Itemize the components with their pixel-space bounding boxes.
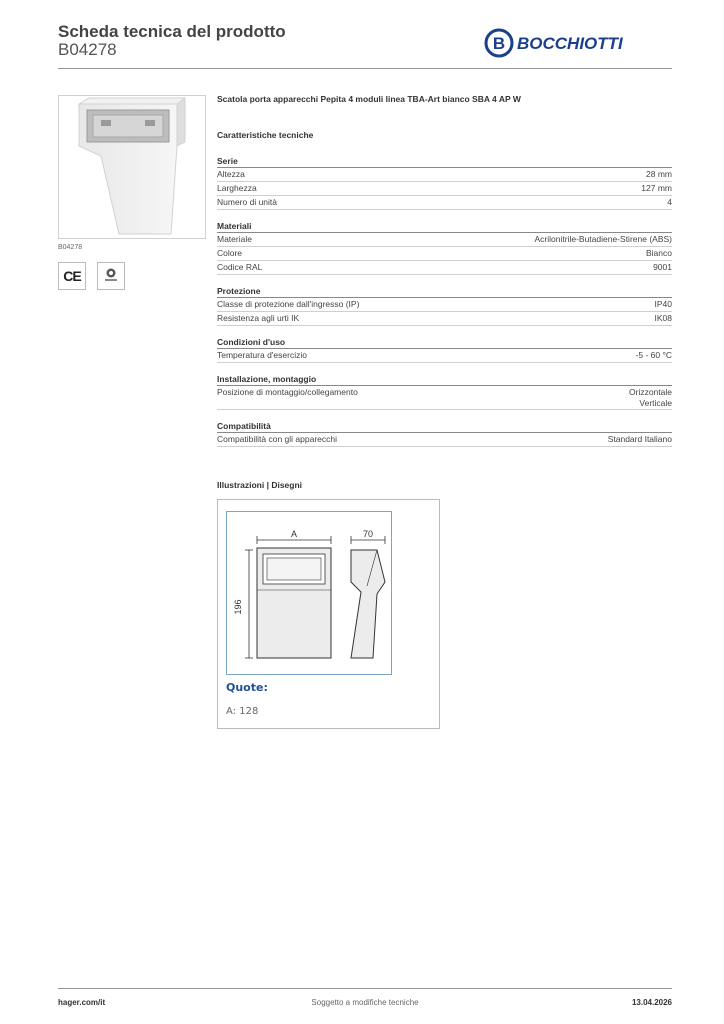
product-code: B04278 [58, 40, 117, 59]
spec-value [653, 262, 672, 273]
page-header [58, 20, 672, 70]
spec-row [217, 312, 672, 326]
section-title: Protezione [217, 282, 672, 298]
spec-value [641, 183, 672, 194]
spec-value [608, 434, 672, 445]
spec-value [535, 234, 672, 245]
spec-row [217, 182, 672, 196]
dimension-a-label: A [290, 529, 298, 539]
spec-value-line: 28 mm [646, 169, 672, 179]
bocchiotti-logo [484, 28, 664, 58]
footer-website-link[interactable]: hager.com/it [58, 998, 106, 1007]
header-divider [58, 68, 672, 69]
svg-text:B: B [492, 34, 506, 53]
spec-value-line: Standard Italiano [607, 434, 672, 444]
imq-certification-icon [97, 262, 125, 290]
spec-section [217, 370, 672, 410]
spec-label: Temperatura d'esercizio [217, 350, 307, 360]
specifications [217, 94, 672, 454]
spec-value-line: Acrilonitrile-Butadiene-Stirene (ABS) [534, 234, 672, 244]
dimension-depth-label: 70 [362, 529, 374, 539]
spec-value-line: IP40 [654, 299, 672, 309]
spec-value [636, 350, 672, 361]
spec-sections [217, 152, 672, 447]
section-title: Condizioni d'uso [217, 333, 672, 349]
spec-row [217, 386, 672, 410]
spec-section [217, 333, 672, 363]
spec-label: Numero di unità [217, 197, 278, 207]
spec-value [655, 313, 673, 324]
spec-row [217, 168, 672, 182]
spec-section [217, 282, 672, 326]
spec-row [217, 298, 672, 312]
spec-label: Classe di protezione dall'ingresso (IP) [217, 299, 360, 309]
spec-label: Codice RAL [217, 262, 263, 272]
spec-row [217, 196, 672, 210]
spec-label: Colore [217, 248, 243, 258]
spec-label: Resistenza agli urti IK [217, 313, 300, 323]
spec-label: Compatibilità con gli apparecchi [217, 434, 338, 444]
drawing-frame [226, 511, 392, 675]
spec-row [217, 433, 672, 447]
spec-value-line: Orizzontale [629, 387, 672, 397]
spec-section [217, 217, 672, 275]
footer-notice: Soggetto a modifiche tecniche [311, 998, 419, 1007]
section-title: Installazione, montaggio [217, 370, 672, 386]
spec-label: Larghezza [217, 183, 257, 193]
spec-value-line: Verticale [639, 397, 672, 408]
spec-section [217, 417, 672, 447]
spec-row [217, 233, 672, 247]
illustrations-title: Illustrazioni | Disegni [217, 480, 303, 490]
quote-value-a: A: 128 [226, 706, 259, 717]
section-title: Materiali [217, 217, 672, 233]
spec-row [217, 261, 672, 275]
spec-value [646, 169, 672, 180]
document-title: Scheda tecnica del prodotto [58, 22, 286, 41]
image-caption: B04278 [58, 244, 83, 251]
spec-value [667, 197, 672, 208]
product-description: Scatola porta apparecchi Pepita 4 moduli linea TBA-Art bianco SBA 4 AP W [217, 94, 521, 104]
brand-name: BOCCHIOTTI [517, 34, 623, 53]
spec-label: Posizione di montaggio/collegamento [217, 387, 358, 397]
spec-value-line: 9001 [653, 262, 672, 272]
spec-value-line: IK08 [654, 313, 672, 323]
dimension-height-label: 196 [233, 599, 243, 615]
ce-mark-icon: CE [58, 262, 86, 290]
footer-divider [58, 988, 672, 989]
product-image [58, 95, 206, 239]
footer-date: 13.04.2026 [631, 998, 672, 1007]
spec-value-line: -5 - 60 °C [635, 350, 672, 360]
spec-label: Materiale [217, 234, 252, 244]
spec-section [217, 152, 672, 210]
spec-value-line: 4 [667, 197, 672, 207]
spec-value [646, 248, 672, 259]
spec-value-line: 127 mm [641, 183, 672, 193]
section-title: Serie [217, 152, 672, 168]
spec-value [629, 387, 672, 408]
section-title: Compatibilità [217, 417, 672, 433]
spec-value-line: Bianco [646, 248, 672, 258]
technical-features-title: Caratteristiche tecniche [217, 130, 314, 140]
technical-drawing [217, 499, 440, 729]
quote-title: Quote: [226, 681, 268, 694]
spec-row [217, 349, 672, 363]
spec-value [655, 299, 673, 310]
spec-row [217, 247, 672, 261]
spec-label: Altezza [217, 169, 245, 179]
